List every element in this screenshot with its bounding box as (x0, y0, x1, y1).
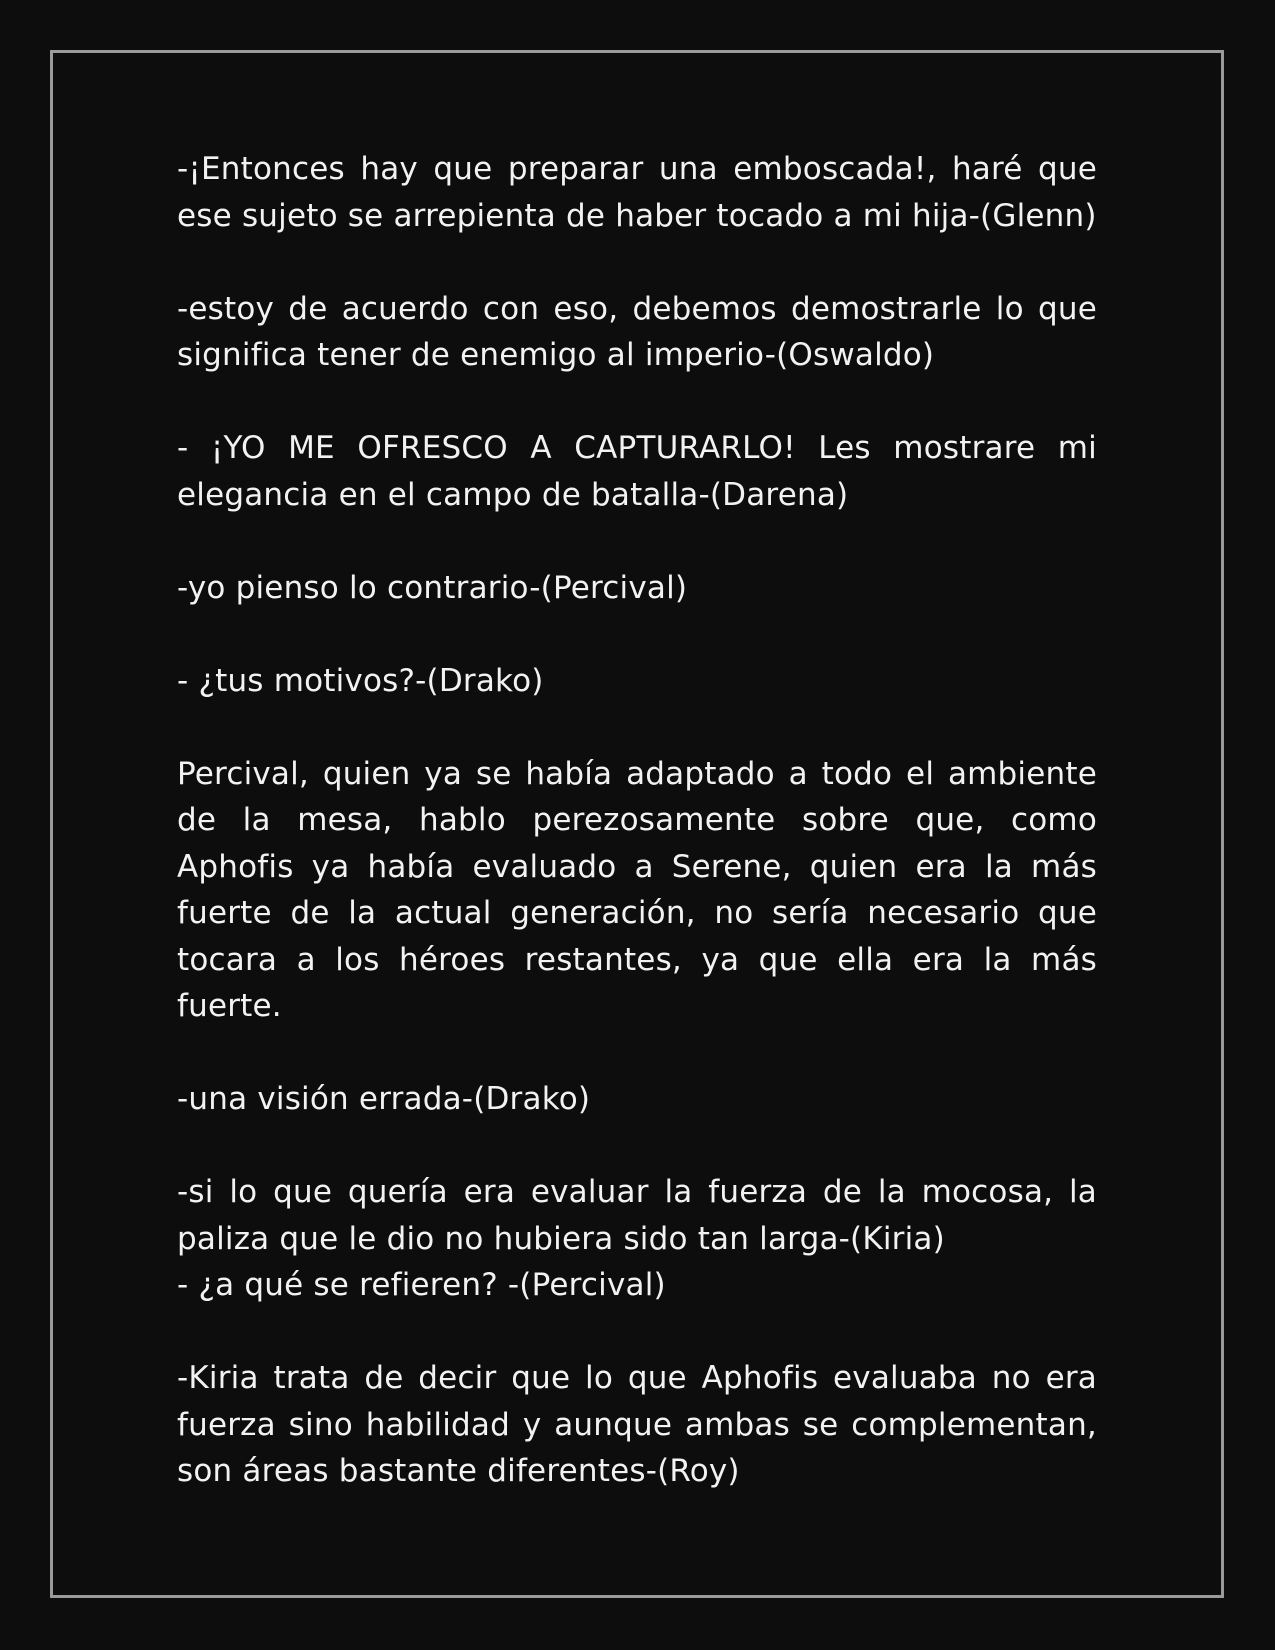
paragraph-darena: - ¡YO ME OFRESCO A CAPTURARLO! Les mostrare mi elegancia en el campo de batalla-(Darena) (177, 430, 1097, 513)
document-body (177, 146, 1097, 1541)
paragraph-glenn: -¡Entonces hay que preparar una emboscada!, haré que ese sujeto se arrepienta de haber tocado a mi hija-(Glenn) (177, 151, 1097, 234)
paragraph-roy: -Kiria trata de decir que lo que Aphofis evaluaba no era fuerza sino habilidad y aunque ambas se complementan, son áreas bastante diferentes-(Roy) (177, 1360, 1097, 1489)
paragraph-kiria: -si lo que quería era evaluar la fuerza de la mocosa, la paliza que le dio no hubiera sido tan larga-(Kiria) (177, 1174, 1097, 1257)
paragraph-narration: Percival, quien ya se había adaptado a todo el ambiente de la mesa, hablo perezosamente sobre que, como Aphofis ya había evaluado a Serene, quien era la más fuerte de la actual generación, no sería necesario que tocara a los héroes restantes, ya que ella era la más fuerte. (177, 755, 1097, 1024)
paragraph-drako-1: - ¿tus motivos?-(Drako) (177, 662, 544, 699)
paragraph-drako-2: -una visión errada-(Drako) (177, 1081, 591, 1117)
paragraph-percival-1: -yo pienso lo contrario-(Percival) (177, 569, 688, 606)
paragraph-percival-2: - ¿a qué se refieren? -(Percival) (177, 1267, 666, 1303)
paragraph-oswaldo: -estoy de acuerdo con eso, debemos demostrarle lo que significa tener de enemigo al imperio-(Oswaldo) (177, 290, 1097, 373)
